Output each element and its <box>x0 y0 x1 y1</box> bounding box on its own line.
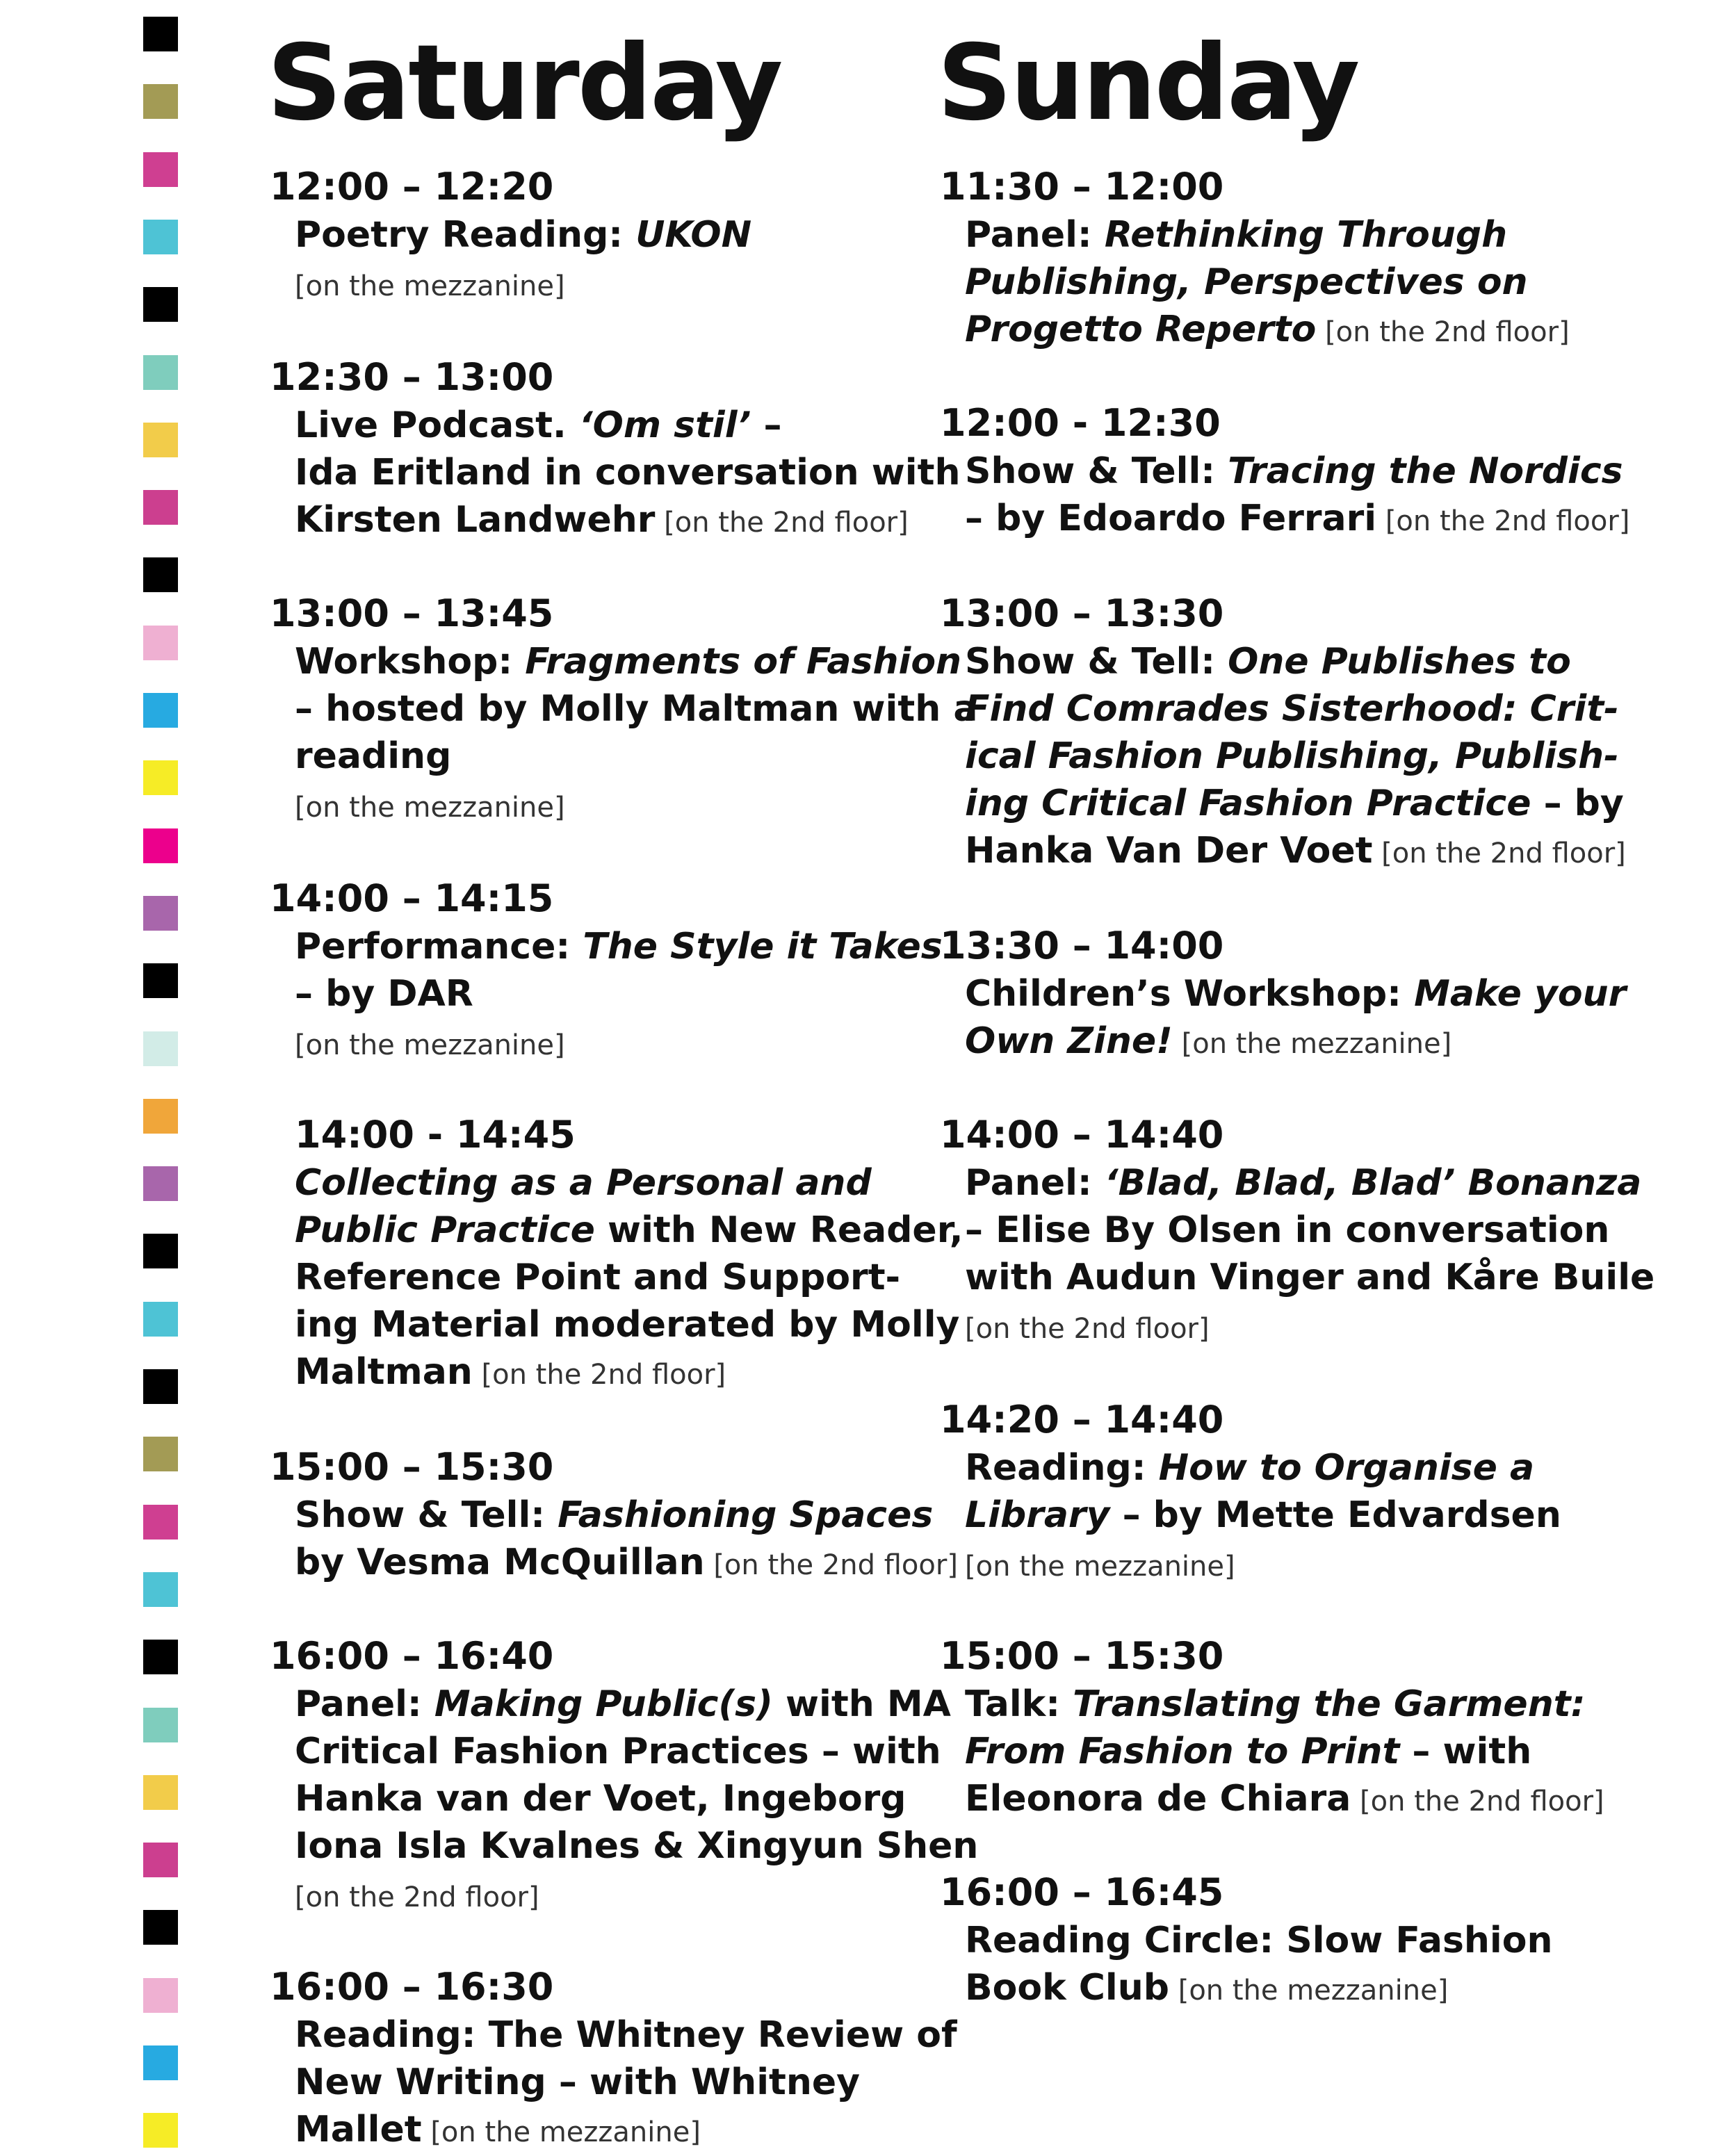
description-text: Kirsten Landwehr <box>295 499 656 541</box>
description-text: reading <box>295 735 452 777</box>
color-swatch <box>143 896 178 931</box>
description-line <box>295 685 978 733</box>
event-description <box>940 970 1627 1068</box>
description-line <box>295 1775 906 1822</box>
description-text: Ida Eritland in conversation with <box>295 452 961 493</box>
color-swatch <box>143 2113 178 2148</box>
description-line <box>965 211 1566 259</box>
description-text: with Audun Vinger and Kåre Buile <box>965 1257 1655 1298</box>
sunday-column <box>937 21 1655 2009</box>
description-line <box>295 1207 963 1254</box>
description-line <box>965 448 1623 495</box>
description-line <box>965 1254 1655 1301</box>
event-block <box>940 399 1630 545</box>
event-block <box>940 1396 1566 1590</box>
event-location: [on the 2nd floor] <box>704 1549 958 1581</box>
color-swatch <box>143 1910 178 1945</box>
italic-title-text: Making Public(s) <box>434 1683 773 1725</box>
description-text: ing Material moderated by Molly <box>295 1304 960 1346</box>
color-swatch <box>143 84 178 119</box>
color-swatch <box>143 355 178 390</box>
event-time: 16:00 – 16:45 <box>940 1870 1224 1914</box>
event-block <box>270 1443 958 1589</box>
description-text: – with <box>1399 1731 1532 1772</box>
description-text: Live Podcast. <box>295 405 579 446</box>
description-line <box>965 1444 1566 1492</box>
event-time: 16:00 – 16:40 <box>270 1634 554 1678</box>
color-swatch <box>143 1234 178 1268</box>
event-block <box>940 922 1627 1068</box>
event-location: [on the 2nd floor] <box>655 507 909 539</box>
event-block <box>270 1111 963 1398</box>
color-swatch <box>143 1978 178 2013</box>
description-line <box>295 1492 934 1539</box>
description-text: Show & Tell: <box>965 450 1228 492</box>
description-line <box>965 638 1571 685</box>
event-description <box>270 1159 963 1398</box>
event-description <box>270 211 895 310</box>
description-line <box>295 1539 958 1589</box>
description-line <box>965 827 1626 877</box>
description-line <box>965 780 1624 827</box>
event-description <box>940 211 1570 356</box>
description-line <box>295 1728 941 1775</box>
color-swatch <box>143 220 178 254</box>
italic-title-text: One Publishes to <box>1228 641 1571 683</box>
event-time: 14:20 – 14:40 <box>940 1398 1224 1442</box>
description-text: – by Mette Edvardsen <box>1109 1494 1561 1536</box>
color-swatch <box>143 287 178 322</box>
color-swatch <box>143 17 178 51</box>
description-line <box>295 1681 951 1728</box>
color-swatch <box>143 693 178 728</box>
description-line <box>965 1492 1566 1539</box>
italic-title-text: Tracing the Nordics <box>1228 450 1623 492</box>
event-time: 13:00 – 13:45 <box>270 591 554 635</box>
description-text: – <box>751 405 782 446</box>
italic-title-text: ‘Om stil’ <box>578 405 751 446</box>
color-swatch <box>143 1640 178 1674</box>
italic-title-text: Find Comrades Sisterhood: Crit- <box>965 688 1619 730</box>
event-description <box>940 638 1626 877</box>
description-text: Performance: <box>295 926 583 967</box>
color-swatch <box>143 626 178 660</box>
description-text: Panel: <box>965 214 1105 256</box>
description-line <box>295 1301 960 1348</box>
description-text: Reference Point and Support- <box>295 1257 901 1298</box>
event-location: [on the 2nd floor] <box>1372 838 1626 869</box>
description-text: Talk: <box>965 1683 1073 1725</box>
color-swatch <box>143 1505 178 1540</box>
event-block <box>940 1868 1566 2014</box>
event-block <box>270 874 943 1069</box>
italic-title-text: UKON <box>635 214 752 256</box>
event-description <box>940 1159 1655 1353</box>
sunday-heading: Sunday <box>937 23 1358 144</box>
description-line <box>965 1775 1604 1825</box>
event-block <box>270 1963 957 2156</box>
description-line <box>295 496 909 546</box>
italic-title-text: Make your <box>1414 973 1627 1015</box>
event-block <box>940 163 1570 356</box>
italic-title-text: Publishing, Perspectives on <box>965 261 1528 303</box>
color-swatch <box>143 1437 178 1471</box>
description-line <box>295 449 961 496</box>
description-line <box>965 1964 1566 2014</box>
event-location: [on the 2nd floor] <box>295 1881 539 1913</box>
event-description <box>270 402 961 546</box>
color-swatch <box>143 1775 178 1810</box>
color-swatch <box>143 1572 178 1607</box>
event-block <box>940 1111 1655 1353</box>
event-time: 14:00 - 14:45 <box>295 1113 576 1157</box>
color-swatch-strip <box>143 17 178 2137</box>
color-swatch <box>143 557 178 592</box>
event-time: 14:00 – 14:15 <box>270 876 554 920</box>
italic-title-text: Progetto Reperto <box>965 309 1317 350</box>
event-location: [on the mezzanine] <box>421 2116 701 2148</box>
description-text: Maltman <box>295 1351 473 1393</box>
description-line <box>295 1159 895 1207</box>
description-text: Reading: The Whitney Review of <box>295 2014 957 2056</box>
description-text: Mallet <box>295 2109 422 2150</box>
description-text: – by Edoardo Ferrari <box>965 498 1377 539</box>
event-description <box>270 1492 958 1589</box>
color-swatch <box>143 490 178 525</box>
event-location: [on the mezzanine] <box>295 270 565 302</box>
color-swatch <box>143 1302 178 1337</box>
description-line <box>965 970 1627 1018</box>
color-swatch <box>143 2045 178 2080</box>
description-line <box>295 2106 895 2156</box>
description-text: Hanka Van Der Voet <box>965 830 1373 872</box>
description-line <box>965 1681 1586 1728</box>
event-description <box>270 638 978 831</box>
description-line <box>295 1348 895 1398</box>
description-text: – hosted by Molly Maltman with a <box>295 688 978 730</box>
description-line <box>965 1018 1566 1068</box>
event-time: 12:00 - 12:30 <box>940 401 1221 445</box>
event-location: [on the mezzanine] <box>1169 1975 1449 2007</box>
event-description <box>940 1444 1566 1590</box>
event-location: [on the 2nd floor] <box>1351 1786 1604 1818</box>
color-swatch <box>143 1099 178 1134</box>
description-line <box>965 306 1570 356</box>
color-swatch <box>143 152 178 187</box>
description-line <box>295 211 895 259</box>
italic-title-text: From Fashion to Print <box>965 1731 1400 1772</box>
event-description <box>270 2011 957 2156</box>
description-text: Show & Tell: <box>295 1494 558 1536</box>
color-swatch <box>143 1031 178 1066</box>
description-line <box>965 1207 1610 1254</box>
description-text: with New Reader, <box>594 1209 963 1251</box>
event-description <box>940 448 1630 545</box>
event-location: [on the mezzanine] <box>1172 1028 1452 1060</box>
description-line <box>965 1728 1566 1775</box>
event-location: [on the 2nd floor] <box>472 1359 726 1391</box>
event-location: [on the mezzanine] <box>295 792 565 824</box>
description-line <box>295 638 962 685</box>
description-text: Critical Fashion Practices – with <box>295 1731 941 1772</box>
description-line <box>965 733 1619 780</box>
description-text: Workshop: <box>295 641 526 683</box>
event-location: [on the mezzanine] <box>295 1029 565 1061</box>
italic-title-text: Fashioning Spaces <box>558 1494 934 1536</box>
event-time: 13:30 – 14:00 <box>940 924 1224 967</box>
description-line <box>295 2011 957 2059</box>
description-line <box>295 970 895 1018</box>
description-text: Children’s Workshop: <box>965 973 1415 1015</box>
italic-title-text: ical Fashion Publishing, Publish- <box>965 735 1619 777</box>
description-text: Hanka van der Voet, Ingeborg <box>295 1778 906 1820</box>
description-text: Book Club <box>965 1967 1169 2009</box>
description-text: with MA <box>772 1683 951 1725</box>
event-description <box>940 1681 1604 1825</box>
description-line <box>295 733 895 780</box>
description-text: Reading: <box>965 1447 1159 1489</box>
event-block <box>940 1632 1604 1825</box>
italic-title-text: ing Critical Fashion Practice <box>965 783 1531 824</box>
description-text: Iona Isla Kvalnes & Xingyun Shen <box>295 1825 979 1867</box>
event-description <box>270 1681 979 1921</box>
italic-title-text: Public Practice <box>295 1209 595 1251</box>
description-text: Panel: <box>295 1683 434 1725</box>
event-time: 14:00 – 14:40 <box>940 1113 1224 1157</box>
event-time: 12:00 – 12:20 <box>270 165 554 209</box>
event-time: 16:00 – 16:30 <box>270 1965 554 2009</box>
description-line <box>965 1917 1566 1964</box>
description-text: – by <box>1531 783 1624 824</box>
color-swatch <box>143 1369 178 1404</box>
italic-title-text: Fragments of Fashion <box>525 641 962 683</box>
italic-title-text: How to Organise a <box>1158 1447 1535 1489</box>
color-swatch <box>143 423 178 457</box>
description-line <box>295 923 943 970</box>
event-time: 15:00 – 15:30 <box>940 1634 1224 1678</box>
italic-title-text: Own Zine! <box>965 1020 1173 1062</box>
italic-title-text: Rethinking Through <box>1104 214 1508 256</box>
description-text: – by DAR <box>295 973 473 1015</box>
event-description <box>270 923 943 1069</box>
event-time: 13:00 – 13:30 <box>940 591 1224 635</box>
color-swatch <box>143 1843 178 1877</box>
description-line <box>295 402 895 449</box>
event-block <box>270 1632 979 1921</box>
event-block <box>270 589 978 831</box>
event-block <box>940 589 1626 877</box>
event-location: [on the mezzanine] <box>965 1551 1235 1583</box>
italic-title-text: ‘Blad, Blad, Blad’ Bonanza <box>1104 1162 1642 1204</box>
color-swatch <box>143 963 178 998</box>
event-time: 11:30 – 12:00 <box>940 165 1224 209</box>
color-swatch <box>143 760 178 795</box>
event-description <box>940 1917 1566 2014</box>
event-location: [on the 2nd floor] <box>965 1313 1210 1345</box>
italic-title-text: Translating the Garment: <box>1073 1683 1586 1725</box>
event-time: 15:00 – 15:30 <box>270 1445 554 1489</box>
description-text: Reading Circle: Slow Fashion <box>965 1920 1553 1961</box>
event-block <box>270 163 895 310</box>
description-line <box>965 495 1630 545</box>
color-swatch <box>143 828 178 863</box>
description-line <box>965 685 1619 733</box>
description-text: New Writing – with Whitney <box>295 2061 861 2103</box>
saturday-column <box>267 21 979 2150</box>
description-text: – Elise By Olsen in conversation <box>965 1209 1610 1251</box>
event-location: [on the 2nd floor] <box>1376 505 1630 537</box>
event-block <box>270 353 961 546</box>
italic-title-text: Library <box>965 1494 1110 1536</box>
description-text: Eleonora de Chiara <box>965 1778 1351 1820</box>
description-line <box>295 2059 895 2106</box>
description-line <box>295 1254 901 1301</box>
description-text: Poetry Reading: <box>295 214 636 256</box>
event-location: [on the 2nd floor] <box>1316 316 1570 348</box>
italic-title-text: Collecting as a Personal and <box>295 1162 872 1204</box>
description-text: by Vesma McQuillan <box>295 1542 705 1583</box>
saturday-heading: Saturday <box>267 23 781 144</box>
description-line <box>965 259 1566 306</box>
italic-title-text: The Style it Takes <box>583 926 943 967</box>
description-line <box>965 1159 1642 1207</box>
color-swatch <box>143 1708 178 1742</box>
color-swatch <box>143 1166 178 1201</box>
description-line <box>295 1822 979 1870</box>
description-text: Show & Tell: <box>965 641 1228 683</box>
description-text: Panel: <box>965 1162 1105 1204</box>
event-time: 12:30 – 13:00 <box>270 355 554 399</box>
